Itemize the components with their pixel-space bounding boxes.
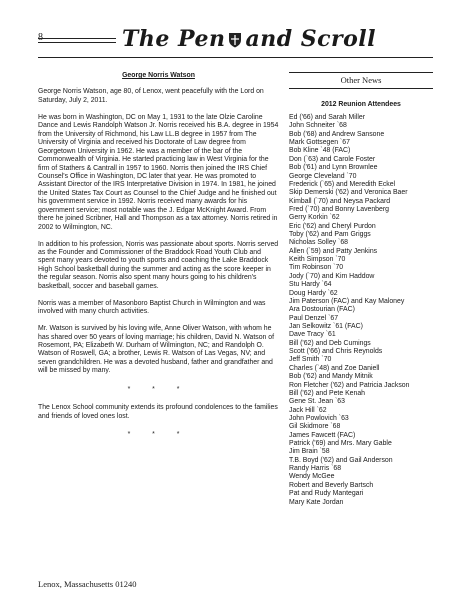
attendee-item: John Schneiter `68 [289, 122, 347, 130]
attendee-item: Randy Harris `68 [289, 465, 342, 473]
attendee-item: Kimball (`70) and Neysa Packard [289, 197, 391, 205]
masthead-underline [38, 57, 433, 58]
article-paragraph: In addition to his profession, Norris was passionate about sports. Norris served as the Founder and Commissioner of the Braddock Road Youth Club and spent many years devoted to youth sports and coaching the Lake Braddock High School basketball during the summer and acting as the score keeper in the regular season. Norris also spent many hours going to his children's basketball, soccer and baseball games. [38, 240, 279, 290]
attendee-item: James Fawcett (FAC) [289, 431, 356, 439]
attendee-item: Jim Paterson (FAC) and Kay Maloney [289, 297, 405, 305]
crest-icon [228, 32, 242, 48]
attendee-list [289, 114, 433, 507]
attendee-item: Bob ('68) and Andrew Sansone [289, 130, 385, 138]
attendee-item: Wendy McGee [289, 473, 335, 481]
attendee-item: Eric ('62) and Cheryl Purdon [289, 222, 376, 230]
attendee-item: Ed ('66) and Sarah Miller [289, 114, 365, 121]
attendee-item: Dave Tracy `61 [289, 331, 336, 339]
title-right: and Scroll [245, 26, 377, 52]
attendee-item: Doug Hardy `62 [289, 289, 338, 297]
attendee-item: Bob ('62) and Mandy Mitnik [289, 373, 373, 381]
article-paragraph: Norris was a member of Masonboro Baptist Church in Wilmington and was involved with many church activities. [38, 299, 266, 316]
masthead-rule [38, 38, 116, 39]
masthead-rule [38, 42, 116, 43]
page-number: 8 [38, 32, 43, 43]
attendee-item: George Cleveland `70 [289, 172, 357, 180]
separator: * * * [127, 385, 190, 393]
attendee-item: Fred (`70) and Bonny Lavenberg [289, 205, 389, 213]
attendee-item: Tim Robinson `70 [289, 264, 344, 272]
reunion-heading: 2012 Reunion Attendees [321, 101, 401, 108]
attendee-item: Charles (`48) and Zoe Daniell [289, 364, 380, 372]
attendee-item: Jim Brain `58 [289, 448, 330, 456]
attendee-item: Bob Kline `48 (FAC) [289, 147, 351, 155]
attendee-item: Scott ('66) and Chris Reynolds [289, 348, 383, 356]
article-heading: George Norris Watson [122, 72, 195, 79]
attendee-item: Frederick (`65) and Meredith Eckel [289, 180, 396, 188]
attendee-item: Gil Skidmore `68 [289, 423, 341, 431]
attendee-item: Don (`63) and Carole Foster [289, 155, 376, 163]
attendee-item: Ron Fletcher ('62) and Patricia Jackson [289, 381, 410, 389]
attendee-item: John Powlovich `63 [289, 414, 349, 422]
condolence-text: The Lenox School community extends its profound condolences to the families and friends of loved ones lost. [38, 404, 278, 420]
attendee-item: Bob ('61) and Lynn Brownlee [289, 164, 378, 172]
attendee-item: Jan Selkowitz `61 (FAC) [289, 322, 363, 330]
masthead [38, 26, 433, 64]
attendee-item: Gerry Korkin `62 [289, 214, 340, 222]
attendee-item: Bill ('62) and Pete Kenah [289, 389, 366, 397]
other-news-heading: Other News [289, 72, 433, 89]
attendee-item: Allen (`59) and Patty Jenkins [289, 247, 378, 255]
attendee-item: Patrick ('69) and Mrs. Mary Gable [289, 440, 392, 448]
attendee-item: Mary Kate Jordan [289, 498, 344, 506]
newsletter-title [122, 26, 376, 52]
attendee-item: Jody (`70) and Kim Haddow [289, 272, 375, 280]
attendee-item: Stu Hardy `64 [289, 281, 332, 289]
attendee-item: Nicholas Solley `68 [289, 239, 348, 247]
attendee-item: Toby ('62) and Pam Griggs [289, 231, 371, 239]
attendee-item: Ara Dostourian (FAC) [289, 306, 355, 314]
article-paragraph: He was born in Washington, DC on May 1, 1931 to the late Olzie Caroline Dance and Lewis Randolph Watson Jr. Norris received his B.A. degree in 1954 from the University of Richmond, his Law LL.B degree in 1957 from The University of Virginia and received his Doctorate of Law degree from Georgetown University in 1962. He was a member of the bar of the Commonwealth of Virginia. He started practicing law in West Virginia for the firm of Stathers & Cantrall in 1957 to 1960. Norris then joined the IRS Chief Counsel's Office in Washington, DC later that year. He was promoted to Assistant Director of the IRS Interpretative Division in 1974. In 1981, he joined the United States Tax Court as Counsel to the Chief Judge and he finished out his government service in 1992. Norris received many awards for his government service; most notable was the J. Edgar McKnight Award. From there he joined Scribner, Hall and Thompson as a tax attorney. Norris retired in 2002 to Wilmington, NC. [38, 113, 279, 231]
attendee-item: Paul Denzel `67 [289, 314, 339, 322]
attendee-item: Mark Gottsegen `67 [289, 139, 350, 147]
attendee-item: Robert and Beverly Bartsch [289, 481, 374, 489]
attendee-item: T.B. Boyd ('62) and Gail Anderson [289, 456, 393, 464]
article-paragraph: George Norris Watson, age 80, of Lenox, went peacefully with the Lord on Saturday, July 2, 2011. [38, 88, 264, 104]
attendee-item: Pat and Rudy Mantegari [289, 490, 364, 498]
attendee-item: Skip Demerski ('62) and Veronica Baer [289, 189, 408, 197]
separator: * * * [127, 431, 190, 439]
attendee-item: Keith Simpson `70 [289, 256, 346, 264]
other-news-sidebar [289, 72, 433, 507]
attendee-item: Jeff Smith `70 [289, 356, 332, 364]
footer-address: Lenox, Massachusetts 01240 [38, 579, 137, 589]
article-paragraph: Mr. Watson is survived by his loving wife, Anne Oliver Watson, with whom he has shared over 50 years of loving marriage; his children, David N. Watson of Rosemont, PA; Elizabeth W. Durham of Wilmington, NC; and Randolph O. Watson of Roswell, GA; a brother, Lewis R. Watson of Las Vegas, NV; and seven grandchildren. He was a devoted husband, father and grandfather and will be missed by many. [38, 325, 275, 375]
attendee-item: Jack Hill `62 [289, 406, 327, 414]
title-left: The Pen [122, 26, 226, 52]
attendee-item: Gene St. Jean `63 [289, 398, 345, 406]
obituary-article [38, 72, 279, 450]
attendee-item: Bill ('62) and Deb Cumings [289, 339, 371, 347]
